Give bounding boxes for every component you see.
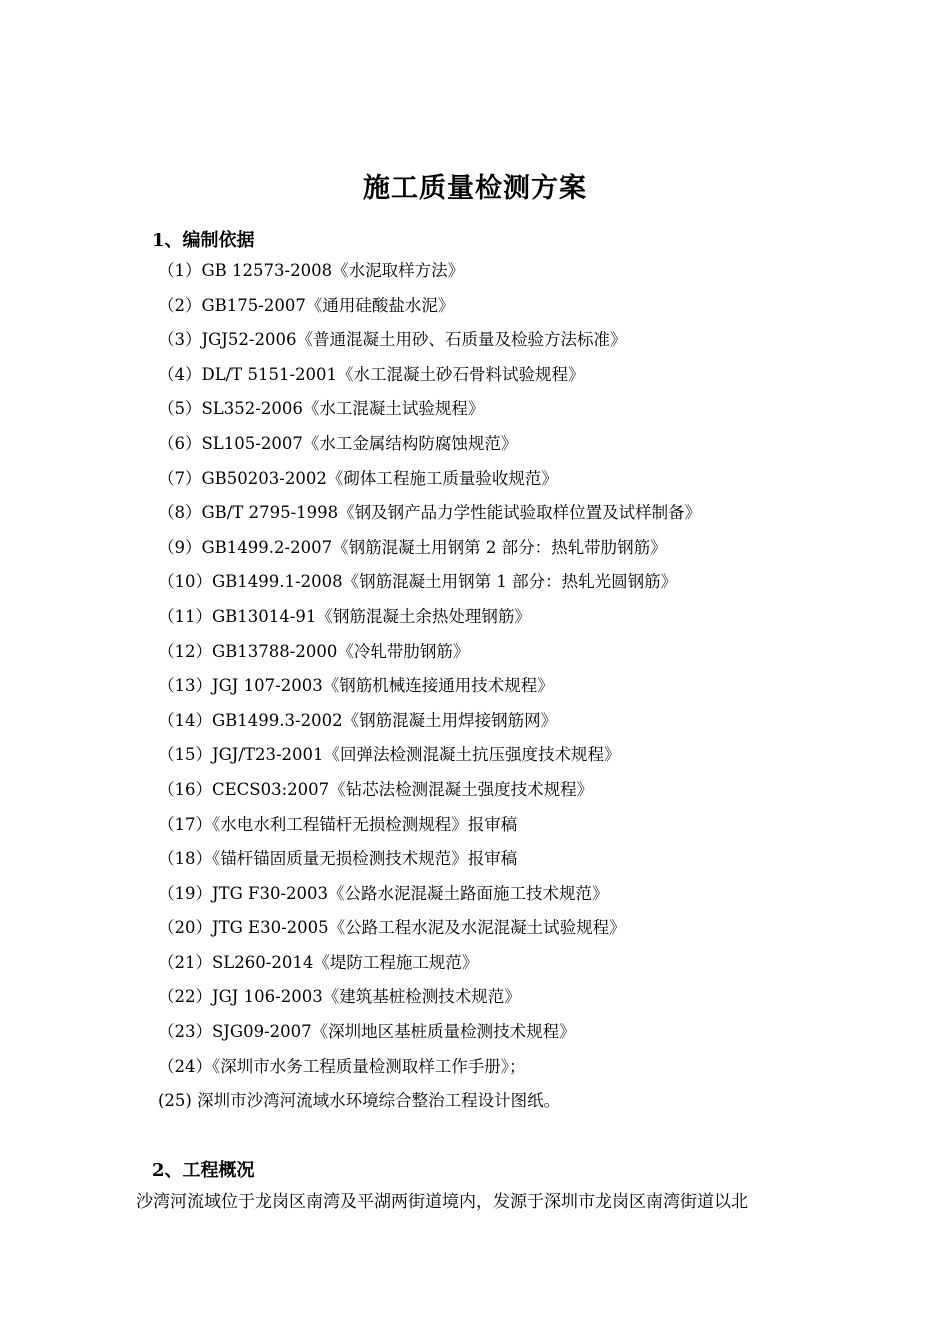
reference-item: （21）SL260-2014《堤防工程施工规范》 bbox=[158, 952, 479, 972]
reference-item: （1）GB 12573-2008《水泥取样方法》 bbox=[158, 261, 465, 280]
reference-item: （23）SJG09-2007《深圳地区基桩质量检测技术规程》 bbox=[158, 1022, 576, 1042]
reference-item: （16）CECS03:2007《钻芯法检测混凝土强度技术规程》 bbox=[158, 779, 594, 799]
reference-item: （12）GB13788-2000《冷轧带肋钢筋》 bbox=[158, 641, 470, 661]
reference-item: （6）SL105-2007《水工金属结构防腐蚀规范》 bbox=[158, 433, 518, 453]
reference-item: （7）GB50203-2002《砌体工程施工质量验收规范》 bbox=[158, 468, 558, 488]
reference-item: (25) 深圳市沙湾河流域水环境综合整治工程设计图纸。 bbox=[158, 1091, 561, 1111]
reference-item: （24）《深圳市水务工程质量检测取样工作手册》； bbox=[158, 1056, 526, 1076]
reference-item: （3）JGJ52-2006《普通混凝土用砂、石质量及检验方法标准》 bbox=[158, 330, 627, 350]
reference-item: （8）GB/T 2795-1998《钢及钢产品力学性能试验取样位置及试样制备》 bbox=[158, 503, 702, 523]
reference-item: （17）《水电水利工程锚杆无损检测规程》报审稿 bbox=[158, 814, 518, 834]
reference-list bbox=[158, 260, 701, 1125]
reference-item: （20）JTG E30-2005《公路工程水泥及水泥混凝土试验规程》 bbox=[158, 918, 626, 938]
reference-item: （10）GB1499.1-2008《钢筋混凝土用钢第 1 部分：热轧光圆钢筋》 bbox=[158, 572, 678, 592]
reference-item: （9）GB1499.2-2007《钢筋混凝土用钢第 2 部分：热轧带肋钢筋》 bbox=[158, 537, 667, 557]
reference-item: （15）JGJ/T23-2001《回弹法检测混凝土抗压强度技术规程》 bbox=[158, 745, 621, 765]
document-title: 施工质量检测方案 bbox=[363, 173, 587, 204]
reference-item: （11）GB13014-91《钢筋混凝土余热处理钢筋》 bbox=[158, 606, 531, 626]
reference-item: （14）GB1499.3-2002《钢筋混凝土用焊接钢筋网》 bbox=[158, 710, 558, 730]
section-heading-overview: 2、工程概况 bbox=[152, 1160, 255, 1181]
reference-item: （4）DL/T 5151-2001《水工混凝土砂石骨料试验规程》 bbox=[158, 364, 585, 384]
overview-paragraph: 沙湾河流域位于龙岗区南湾及平湖两街道境内，发源于深圳市龙岗区南湾街道以北 bbox=[136, 1192, 748, 1212]
reference-item: （19）JTG F30-2003《公路水泥混凝土路面施工技术规范》 bbox=[158, 883, 609, 903]
reference-item: （5）SL352-2006《水工混凝土试验规程》 bbox=[158, 399, 485, 419]
section-heading-basis: 1、编制依据 bbox=[152, 230, 255, 251]
reference-item: （13）JGJ 107-2003《钢筋机械连接通用技术规程》 bbox=[158, 676, 554, 696]
reference-item: （18）《锚杆锚固质量无损检测技术规范》报审稿 bbox=[158, 849, 518, 869]
reference-item: （2）GB175-2007《通用硅酸盐水泥》 bbox=[158, 295, 455, 315]
reference-item: （22）JGJ 106-2003《建筑基桩检测技术规范》 bbox=[158, 987, 521, 1007]
